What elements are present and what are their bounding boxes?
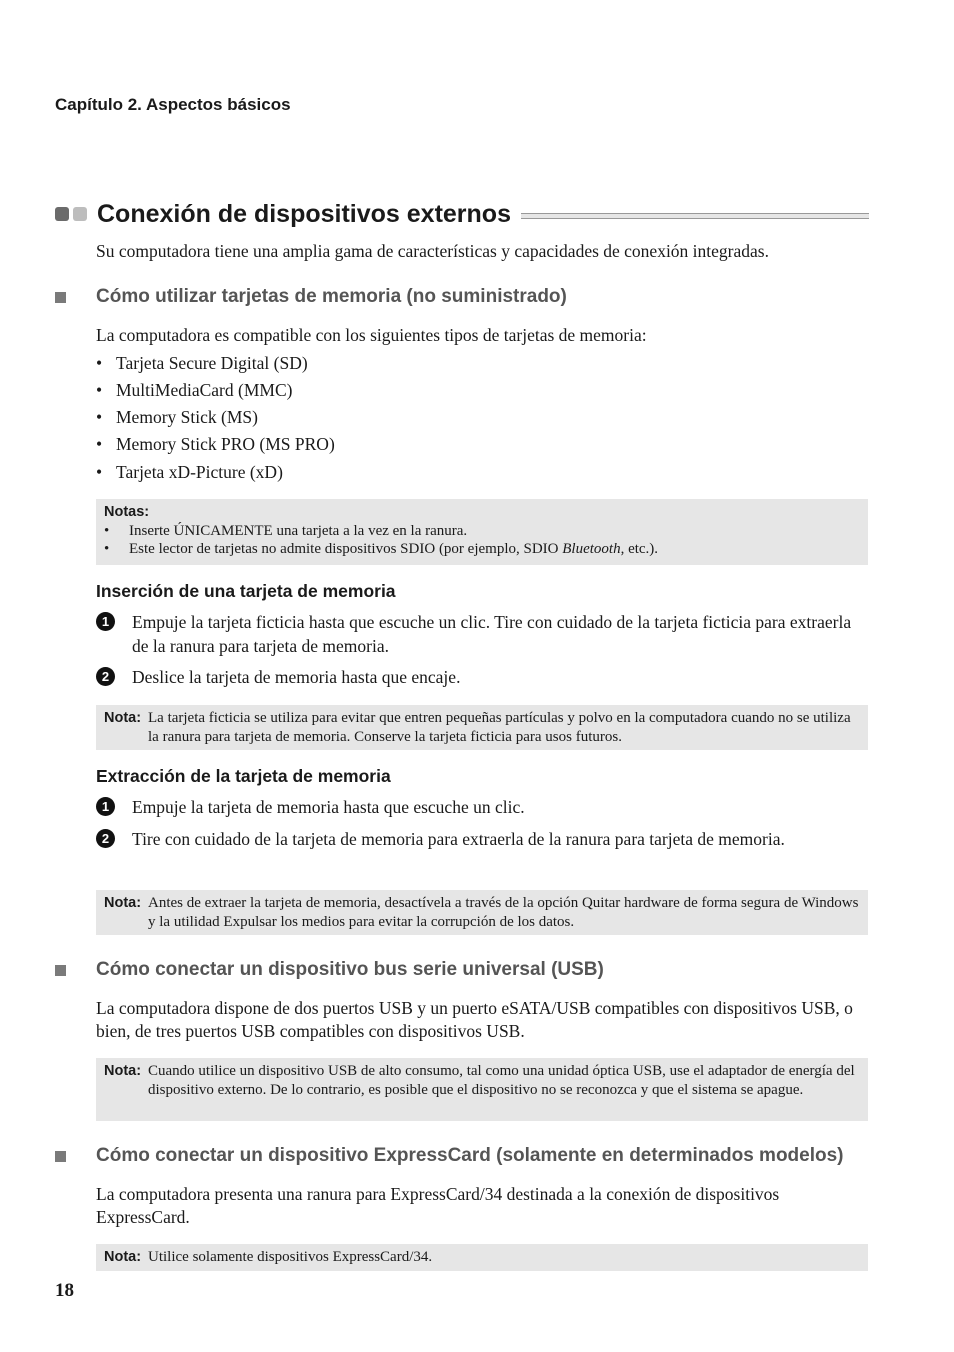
note-label: Nota:: [104, 1249, 142, 1265]
section-intro: Su computadora tiene una amplia gama de características y capacidades de conexión integradas.: [96, 241, 769, 261]
section-square-dark-icon: [55, 207, 69, 221]
note-box: [96, 1244, 868, 1271]
step-number: 2: [96, 667, 115, 686]
note-text: La tarjeta ficticia se utiliza para evitar que entren pequeñas partículas y polvo en la computadora cuando no se utiliza la ranura para tarjeta de memoria. Conserve la tarjeta ficticia para usos futuros.: [148, 710, 851, 745]
subsection-heading-expresscard: Cómo conectar un dispositivo ExpressCard (solamente en determinados modelos): [55, 1145, 885, 1167]
section-title: Conexión de dispositivos externos: [97, 199, 511, 228]
subsection-heading-memory-cards: Cómo utilizar tarjetas de memoria (no suministrado): [55, 286, 885, 308]
step-number: 1: [96, 797, 115, 816]
notes-label: Notas:: [104, 504, 150, 520]
section-square-light-icon: [73, 207, 87, 221]
page-number: 18: [55, 1280, 74, 1301]
list-item: • Tarjeta xD-Picture (xD): [96, 462, 283, 482]
note-label: Nota:: [104, 1063, 142, 1079]
list-item: • Memory Stick PRO (MS PRO): [96, 434, 335, 454]
square-bullet-icon: [55, 292, 66, 303]
note-label: Nota:: [104, 895, 142, 911]
note-text: Antes de extraer la tarjeta de memoria, desactívela a través de la opción Quitar hardware de forma segura de Windows y la utilidad Expulsar los medios para evitar la corrupción de los datos.: [148, 895, 859, 930]
step-item: 2 Tire con cuidado de la tarjeta de memoria para extraerla de la ranura para tarjeta de memoria.: [96, 827, 871, 851]
step-item: 1 Empuje la tarjeta ficticia hasta que escuche un clic. Tire con cuidado de la tarjeta ficticia para extraerla de la ranura para tarjeta de memoria.: [96, 610, 871, 658]
note-item: • Este lector de tarjetas no admite dispositivos SDIO (por ejemplo, SDIO Bluetooth, etc.).: [104, 541, 659, 557]
insert-heading: Inserción de una tarjeta de memoria: [96, 581, 396, 601]
subsection-heading-usb: Cómo conectar un dispositivo bus serie universal (USB): [55, 959, 885, 981]
square-bullet-icon: [55, 1151, 66, 1162]
remove-heading: Extracción de la tarjeta de memoria: [96, 766, 391, 786]
note-item: • Inserte ÚNICAMENTE una tarjeta a la vez en la ranura.: [104, 522, 468, 539]
step-number: 1: [96, 612, 115, 631]
section-header: [55, 198, 869, 230]
note-box: [96, 890, 868, 935]
list-item: • Tarjeta Secure Digital (SD): [96, 353, 308, 373]
note-text: Utilice solamente dispositivos ExpressCard/34.: [148, 1249, 433, 1265]
note-box: [96, 705, 868, 750]
note-text: Cuando utilice un dispositivo USB de alto consumo, tal como una unidad óptica USB, use el adaptador de energía del dispositivo externo. De lo contrario, es posible que el dispositivo no se reconozca y que el sistema se apague.: [148, 1063, 855, 1098]
usb-text: La computadora dispone de dos puertos USB y un puerto eSATA/USB compatibles con dispositivos USB, o bien, de tres puertos USB compatibles con dispositivos USB.: [96, 998, 853, 1041]
note-label: Nota:: [104, 710, 142, 726]
step-number: 2: [96, 829, 115, 848]
memory-cards-intro: La computadora es compatible con los siguientes tipos de tarjetas de memoria:: [96, 325, 647, 345]
step-item: 1 Empuje la tarjeta de memoria hasta que escuche un clic.: [96, 795, 871, 819]
step-item: 2 Deslice la tarjeta de memoria hasta que encaje.: [96, 665, 871, 689]
note-box: [96, 1058, 868, 1121]
chapter-header: Capítulo 2. Aspectos básicos: [55, 95, 291, 114]
expresscard-text: La computadora presenta una ranura para ExpressCard/34 destinada a la conexión de dispositivos ExpressCard.: [96, 1184, 780, 1227]
list-item: • Memory Stick (MS): [96, 407, 258, 427]
section-rule: [521, 213, 869, 219]
list-item: • MultiMediaCard (MMC): [96, 380, 293, 400]
notes-box: [96, 499, 868, 565]
square-bullet-icon: [55, 965, 66, 976]
